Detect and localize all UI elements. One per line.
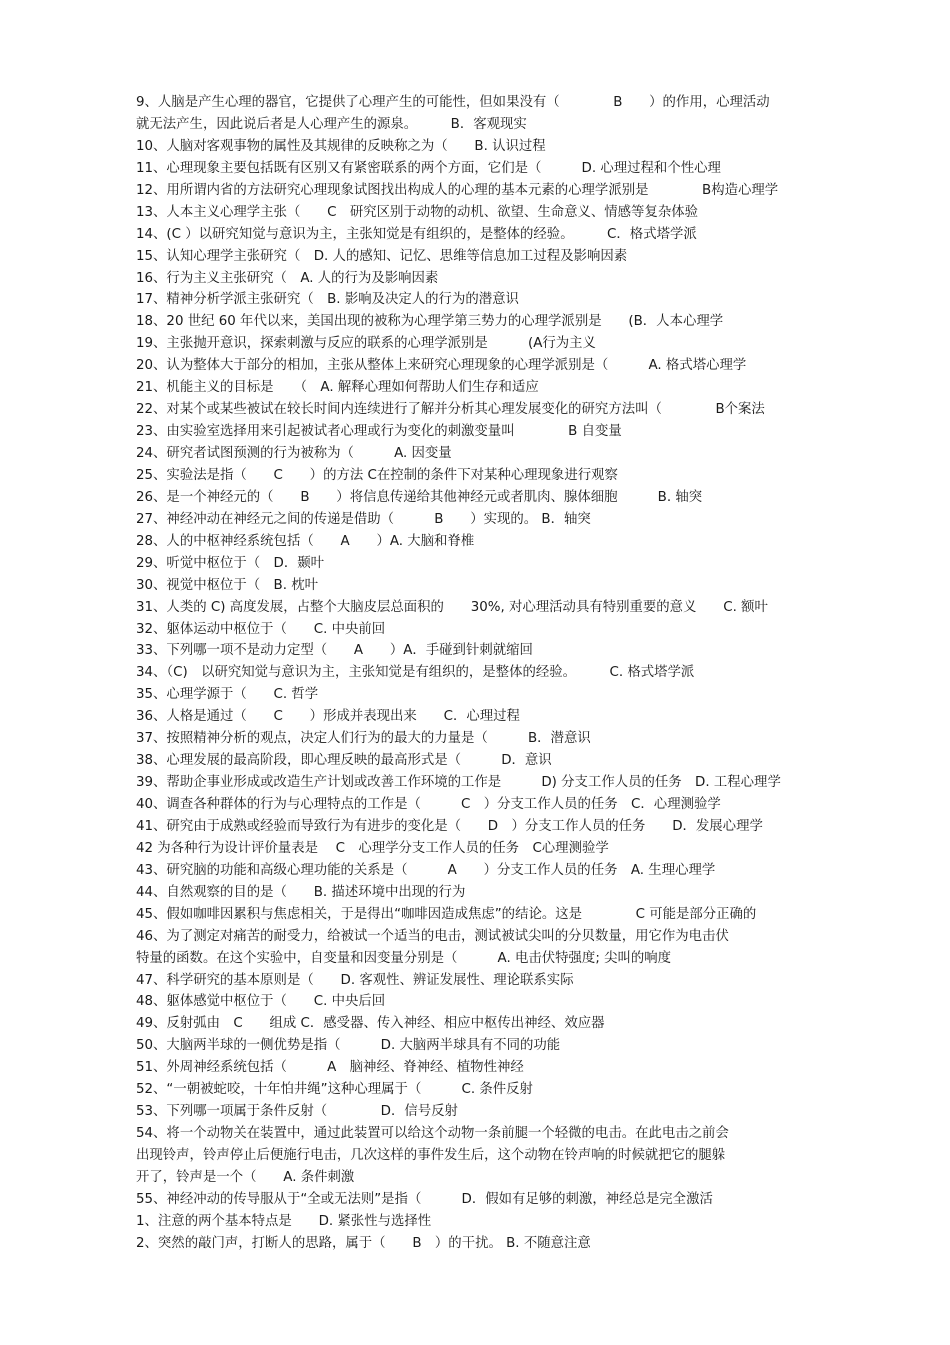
text-line: 36、人格是通过（ C ）形成并表现出来 C．心理过程 [136, 709, 520, 725]
text-line: 52、“一朝被蛇咬，十年怕井绳”这种心理属于（ C. 条件反射 [136, 1082, 533, 1098]
text-line: 27、神经冲动在神经元之间的传递是借助（ B ）实现的。 B．轴突 [136, 511, 591, 527]
text-line: 20、认为整体大于部分的相加，主张从整体上来研究心理现象的心理学派别是（ A. 格式塔心理学 [136, 358, 747, 374]
text-line: 19、主张抛开意识，探索刺激与反应的联系的心理学派别是 (A行为主义 [136, 336, 596, 352]
text-line: 25、实验法是指（ C ）的方法 C在控制的条件下对某种心理现象进行观察 [136, 467, 618, 483]
text-line: 40、调查各种群体的行为与心理特点的工作是（ C ）分支工作人员的任务 C．心理测验学 [136, 797, 721, 812]
text-line: 出现铃声，铃声停止后便施行电击，几次这样的事件发生后，这个动物在铃声响的时候就把它的腿躲 [136, 1148, 726, 1163]
text-line: 1、注意的两个基本特点是 D. 紧张性与选择性 [136, 1213, 432, 1229]
question-list [136, 92, 881, 1255]
text-line: 46、为了测定对痛苦的耐受力，给被试一个适当的电击，测试被试尖叫的分贝数量，用它作为电击伏 [136, 928, 729, 944]
text-line: 17、精神分析学派主张研究（ B. 影响及决定人的行为的潜意识 [136, 292, 519, 308]
text-line: 53、下列哪一项属于条件反射（ D．信号反射 [136, 1104, 458, 1120]
text-line: 35、心理学源于（ C. 哲学 [136, 687, 319, 703]
text-line: 23、由实验室选择用来引起被试者心理或行为变化的刺激变量叫 B 自变量 [136, 424, 622, 440]
text-line: 47、科学研究的基本原则是（ D. 客观性、辨证发展性、理论联系实际 [136, 972, 574, 988]
text-line: 24、研究者试图预测的行为被称为（ A. 因变量 [136, 446, 452, 461]
text-line: 16、行为主义主张研究（ A. 人的行为及影响因素 [136, 270, 439, 286]
text-line: 15、认知心理学主张研究（ D. 人的感知、记忆、思维等信息加工过程及影响因素 [136, 248, 628, 264]
text-line: 37、按照精神分析的观点，决定人们行为的最大的力量是（ B．潜意识 [136, 731, 591, 747]
text-line: 44、自然观察的目的是（ B. 描述环境中出现的行为 [136, 884, 466, 900]
text-line: 33、下列哪一项不是动力定型（ A ）A．手碰到针刺就缩回 [136, 643, 533, 659]
text-line: 42 为各种行为设计评价量表是 C 心理学分支工作人员的任务 C心理测验学 [136, 840, 609, 856]
text-line: 22、对某个或某些被试在较长时间内连续进行了解并分析其心理发展变化的研究方法叫（ B个案法 [136, 402, 765, 418]
text-line: 51、外周神经系统包括（ A 脑神经、脊神经、植物性神经 [136, 1060, 524, 1076]
text-line: 31、人类的 C) 高度发展，占整个大脑皮层总面积的 30%, 对心理活动具有特别重要的意义 C. 额叶 [136, 599, 768, 615]
text-line: 32、躯体运动中枢位于（ C. 中央前回 [136, 621, 386, 637]
text-line: 55、神经冲动的传导服从于“全或无法则”是指（ D．假如有足够的刺激，神经总是完全激活 [136, 1191, 713, 1207]
text-line: 29、听觉中枢位于（ D．颞叶 [136, 555, 325, 571]
text-line: 43、研究脑的功能和高级心理功能的关系是（ A ）分支工作人员的任务 A. 生理心理学 [136, 862, 716, 878]
text-line: 12、用所谓内省的方法研究心理现象试图找出构成人的心理的基本元素的心理学派别是 B构造心理学 [136, 182, 779, 198]
text-line: 21、机能主义的目标是 （ A. 解释心理如何帮助人们生存和适应 [136, 380, 539, 396]
text-line: 18、20 世纪 60 年代以来，美国出现的被称为心理学第三势力的心理学派别是 (B．人本心理学 [136, 314, 724, 330]
text-line: 39、帮助企事业形成或改造生产计划或改善工作环境的工作是 D) 分支工作人员的任务 D. 工程心理学 [136, 775, 781, 791]
text-line: 13、人本主义心理学主张（ C 研究区别于动物的动机、欲望、生命意义、情感等复杂体验 [136, 204, 699, 220]
text-line: 49、反射弧由 C 组成 C．感受器、传入神经、相应中枢传出神经、效应器 [136, 1016, 605, 1032]
text-line: 11、心理现象主要包括既有区别又有紧密联系的两个方面，它们是（ D. 心理过程和个性心理 [136, 160, 721, 176]
text-line: 38、心理发展的最高阶段，即心理反映的最高形式是（ D．意识 [136, 753, 552, 769]
text-line: 特量的函数。在这个实验中，自变量和因变量分别是（ A. 电击伏特强度; 尖叫的响度 [136, 950, 672, 966]
text-line: 2、突然的敲门声，打断人的思路，属于（ B ）的干扰。 B. 不随意注意 [136, 1235, 591, 1251]
text-line: 9、人脑是产生心理的器官，它提供了心理产生的可能性，但如果没有（ B ）的作用，心理活动 [136, 95, 770, 110]
text-line: 48、躯体感觉中枢位于（ C. 中央后回 [136, 994, 386, 1010]
text-line: 54、将一个动物关在装置中，通过此装置可以给这个动物一条前腿一个轻微的电击。在此电击之前会 [136, 1126, 729, 1142]
text-line: 45、假如咖啡因累积与焦虑相关，于是得出“咖啡因造成焦虑”的结论。这是 C 可能是部分正确的 [136, 906, 757, 922]
text-line: 41、研究由于成熟或经验而导致行为有进步的变化是（ D ）分支工作人员的任务 D．发展心理学 [136, 818, 763, 834]
text-line: 14、(C ）以研究知觉与意识为主，主张知觉是有组织的，是整体的经验。 C．格式塔学派 [136, 226, 697, 242]
text-line: 50、大脑两半球的一侧优势是指（ D. 大脑两半球具有不同的功能 [136, 1038, 561, 1054]
text-line: 28、人的中枢神经系统包括（ A ）A. 大脑和脊椎 [136, 533, 475, 549]
text-line: 34、（C) 以研究知觉与意识为主，主张知觉是有组织的，是整体的经验。 C. 格式塔学派 [136, 665, 695, 681]
text-line: 10、人脑对客观事物的属性及其规律的反映称之为（ B. 认识过程 [136, 138, 546, 154]
text-line: 30、视觉中枢位于（ B. 枕叶 [136, 577, 319, 593]
text-line: 26、是一个神经元的（ B ）将信息传递给其他神经元或者肌肉、腺体细胞 B. 轴突 [136, 489, 703, 505]
text-line: 就无法产生，因此说后者是人心理产生的源泉。 B．客观现实 [136, 116, 527, 132]
text-line: 开了，铃声是一个（ A. 条件刺激 [136, 1169, 355, 1185]
